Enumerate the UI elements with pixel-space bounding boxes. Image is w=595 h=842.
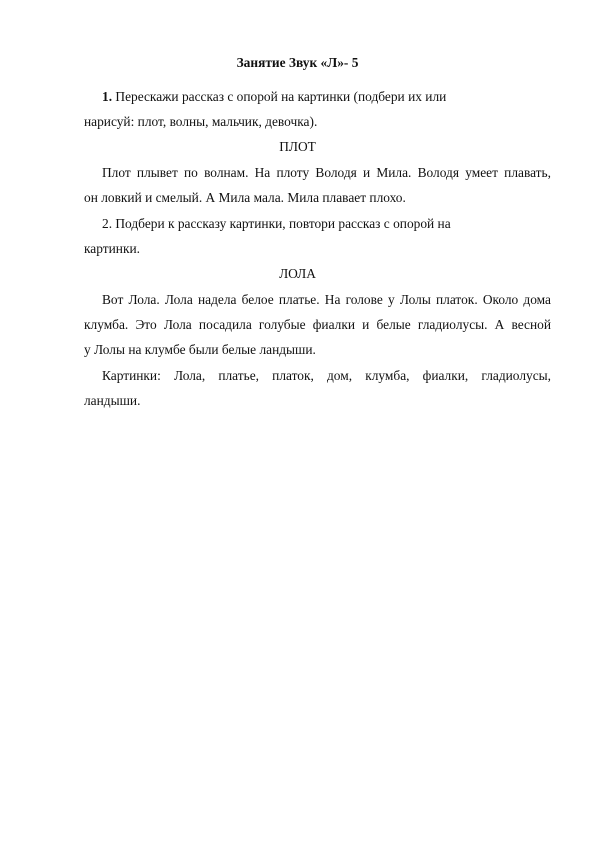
story-1-line-2: он ловкий и смелый. А Мила мала. Мила плавает плохо. [84,190,406,205]
story-2-line-3: у Лолы на клумбе были белые ландыши. [84,342,316,357]
story-2-heading: ЛОЛА [279,266,316,281]
task-1-number: 1. [102,89,113,104]
story-1-line-1: Плот плывет по волнам. На плоту Володя и Мила. Володя умеет плавать, [102,165,551,180]
story-2-line-2: клумба. Это Лола посадила голубые фиалки и белые гладиолусы. А весной [84,317,551,332]
page-title: Занятие Звук «Л»- 5 [236,55,359,70]
task-1-text: Перескажи рассказ с опорой на картинки (подбери их или [115,89,447,104]
task-1-line-1 [102,89,446,105]
pictures-line-1: Картинки: Лола, платье, платок, дом, клумба, фиалки, гладиолусы, [102,368,551,383]
story-2-line-1: Вот Лола. Лола надела белое платье. На голове у Лолы платок. Около дома [102,292,551,307]
task-2-line-2: картинки. [84,241,140,256]
task-1-line-2: нарисуй: плот, волны, мальчик, девочка). [84,114,318,129]
pictures-line-2: ландыши. [84,393,141,408]
story-1-heading: ПЛОТ [279,139,316,154]
task-2-line-1: 2. Подбери к рассказу картинки, повтори рассказ с опорой на [102,216,451,231]
